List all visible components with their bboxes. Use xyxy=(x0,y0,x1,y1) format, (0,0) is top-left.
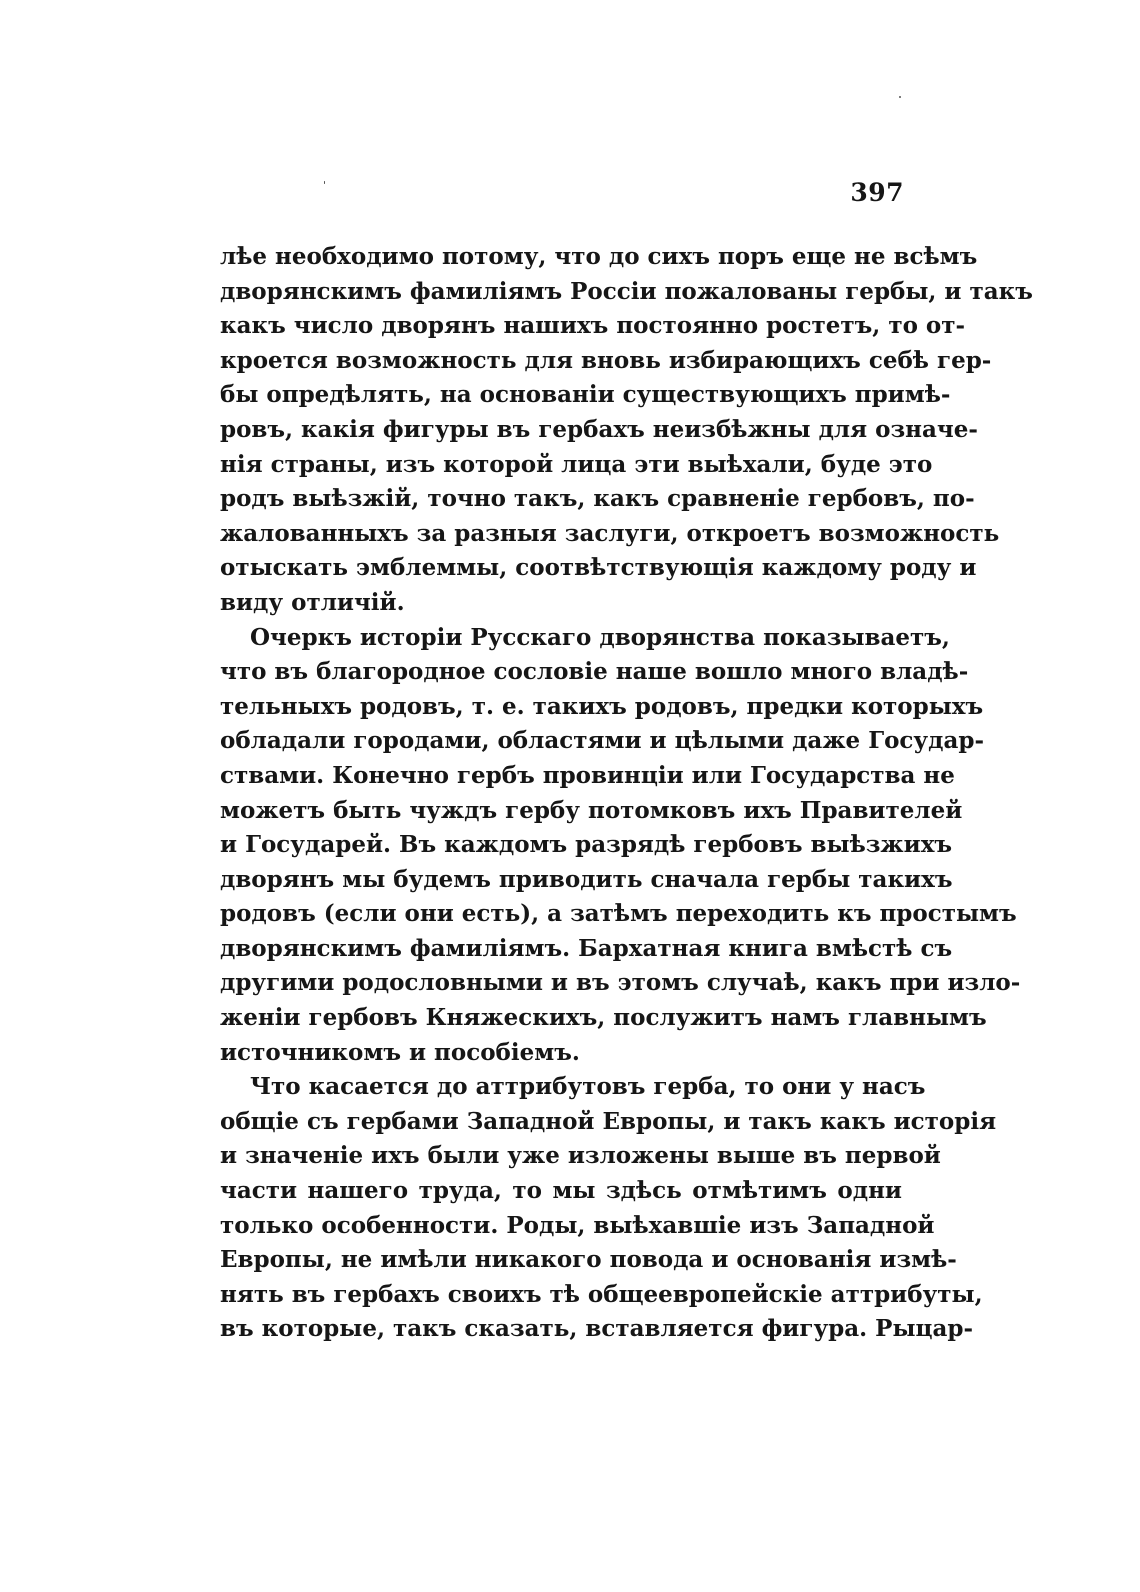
text-line: только особенности. Роды, выѣхавшіе изъ Западной xyxy=(220,1211,935,1239)
body-text xyxy=(220,240,1033,1347)
text-line: тельныхъ родовъ, т. е. такихъ родовъ, предки которыхъ xyxy=(220,692,984,720)
text-line: нія страны, изъ которой лица эти выѣхали, буде это xyxy=(220,450,933,478)
text-line: дворянъ мы будемъ приводить сначала гербы такихъ xyxy=(220,865,953,893)
text-line: какъ число дворянъ нашихъ постоянно ростетъ, то от- xyxy=(220,312,966,340)
page-number: 397 xyxy=(850,178,904,207)
ink-speck xyxy=(899,96,901,98)
text-line: и Государей. Въ каждомъ разрядѣ гербовъ выѣзжихъ xyxy=(220,831,953,859)
text-line: части нашего труда, то мы здѣсь отмѣтимъ одни xyxy=(220,1177,902,1205)
text-line: виду отличій. xyxy=(220,588,405,616)
text-line: кроется возможность для вновь избирающихъ себѣ гер- xyxy=(220,346,992,374)
text-line: другими родословными и въ этомъ случаѣ, какъ при изло- xyxy=(220,969,1021,997)
text-line: лѣе необходимо потому, что до сихъ поръ еще не всѣмъ xyxy=(220,243,978,270)
paragraph-2 xyxy=(220,621,1021,1071)
text-line: ствами. Конечно гербъ провинціи или Государства не xyxy=(220,761,955,789)
text-line: и значеніе ихъ были уже изложены выше въ первой xyxy=(220,1142,941,1170)
text-line: дворянскимъ фамиліямъ Россіи пожалованы гербы, и такъ xyxy=(220,277,1033,305)
text-line: дворянскимъ фамиліямъ. Бархатная книга вмѣстѣ съ xyxy=(220,934,953,962)
text-line: что въ благородное сословіе наше вошло много владѣ- xyxy=(220,658,969,686)
text-line: въ которые, такъ сказать, вставляется фигура. Рыцар- xyxy=(220,1315,974,1343)
ink-speck xyxy=(324,181,325,184)
text-line: можетъ быть чуждъ гербу потомковъ ихъ Правителей xyxy=(220,796,963,824)
text-line: ровъ, какія фигуры въ гербахъ неизбѣжны для означе- xyxy=(220,415,978,443)
text-line: родовъ (если они есть), а затѣмъ переходить къ простымъ xyxy=(220,900,1017,928)
text-line: жалованныхъ за разныя заслуги, откроетъ возможность xyxy=(220,519,1000,547)
text-line: родъ выѣзжій, точно такъ, какъ сравненіе гербовъ, по- xyxy=(220,485,975,513)
paragraph-3 xyxy=(220,1070,997,1347)
text-line: нять въ гербахъ своихъ тѣ общеевропейскіе аттрибуты, xyxy=(220,1280,983,1308)
text-line: источникомъ и пособіемъ. xyxy=(220,1038,580,1066)
text-line: Что касается до аттрибутовъ герба, то они у насъ xyxy=(250,1073,926,1101)
text-line: Европы, не имѣли никакого повода и основанія измѣ- xyxy=(220,1246,957,1274)
text-line: бы опредѣлять, на основаніи существующихъ примѣ- xyxy=(220,381,951,409)
text-line: женіи гербовъ Княжескихъ, послужитъ намъ главнымъ xyxy=(220,1004,987,1032)
text-line: общіе съ гербами Западной Европы, и такъ какъ исторія xyxy=(220,1107,997,1135)
paragraph-1 xyxy=(220,240,1033,621)
text-line: отыскать эмблеммы, соотвѣтствующія каждому роду и xyxy=(220,554,977,582)
text-line: обладали городами, областями и цѣлыми даже Государ- xyxy=(220,727,985,755)
text-line: Очеркъ исторіи Русскаго дворянства показываетъ, xyxy=(250,623,950,651)
